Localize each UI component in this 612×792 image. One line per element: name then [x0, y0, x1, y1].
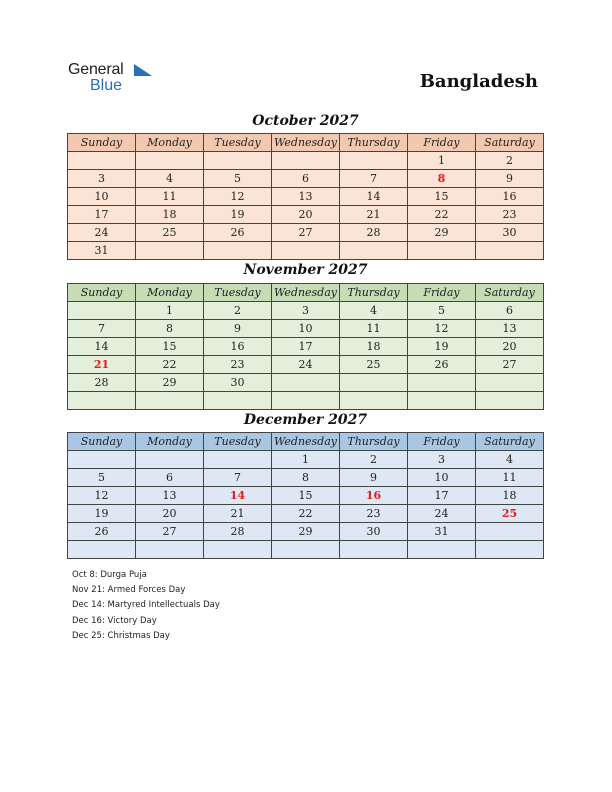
day-cell	[340, 242, 408, 260]
weekday-header: Sunday	[68, 134, 136, 152]
day-cell: 16	[476, 188, 544, 206]
day-cell: 24	[272, 356, 340, 374]
day-cell: 25	[136, 224, 204, 242]
day-cell: 9	[476, 170, 544, 188]
day-cell: 28	[68, 374, 136, 392]
day-cell: 7	[340, 170, 408, 188]
day-cell: 13	[136, 487, 204, 505]
day-cell: 26	[68, 523, 136, 541]
week-row	[68, 170, 544, 188]
day-cell: 3	[68, 170, 136, 188]
day-cell	[408, 392, 476, 410]
day-cell	[272, 541, 340, 559]
day-cell	[340, 541, 408, 559]
weekday-header: Sunday	[68, 284, 136, 302]
weekday-header-row	[68, 433, 544, 451]
week-row	[68, 302, 544, 320]
day-cell: 23	[204, 356, 272, 374]
day-cell	[136, 392, 204, 410]
day-cell: 15	[136, 338, 204, 356]
day-cell: 18	[136, 206, 204, 224]
month-title: November 2027	[243, 262, 368, 278]
holiday-note: Nov 21: Armed Forces Day	[72, 585, 186, 596]
holiday-day-cell: 14	[204, 487, 272, 505]
day-cell	[136, 152, 204, 170]
day-cell: 10	[408, 469, 476, 487]
weekday-header: Tuesday	[204, 134, 272, 152]
day-cell: 11	[136, 188, 204, 206]
weekday-header: Wednesday	[272, 284, 340, 302]
week-row	[68, 505, 544, 523]
weekday-header: Tuesday	[204, 433, 272, 451]
weekday-header: Wednesday	[272, 433, 340, 451]
holiday-day-cell: 25	[476, 505, 544, 523]
day-cell: 5	[68, 469, 136, 487]
day-cell: 17	[68, 206, 136, 224]
day-cell: 3	[272, 302, 340, 320]
day-cell: 30	[476, 224, 544, 242]
day-cell	[340, 374, 408, 392]
day-cell	[136, 242, 204, 260]
day-cell	[272, 152, 340, 170]
day-cell: 4	[340, 302, 408, 320]
week-row	[68, 152, 544, 170]
week-row	[68, 469, 544, 487]
day-cell: 17	[272, 338, 340, 356]
day-cell: 29	[136, 374, 204, 392]
day-cell: 29	[272, 523, 340, 541]
day-cell: 9	[340, 469, 408, 487]
day-cell	[136, 541, 204, 559]
weekday-header: Saturday	[476, 433, 544, 451]
day-cell	[340, 152, 408, 170]
day-cell: 3	[408, 451, 476, 469]
holiday-notes	[72, 568, 220, 644]
holiday-note: Dec 14: Martyred Intellectuals Day	[72, 600, 220, 611]
day-cell: 28	[204, 523, 272, 541]
day-cell: 1	[272, 451, 340, 469]
day-cell: 5	[204, 170, 272, 188]
day-cell: 28	[340, 224, 408, 242]
day-cell: 17	[408, 487, 476, 505]
day-cell	[476, 392, 544, 410]
logo-blue-text: Blue	[90, 77, 123, 94]
holiday-note: Dec 16: Victory Day	[72, 615, 157, 626]
month-calendar-table	[67, 283, 544, 410]
weekday-header-row	[68, 284, 544, 302]
week-row	[68, 374, 544, 392]
holiday-note: Oct 8: Durga Puja	[72, 570, 147, 580]
day-cell: 19	[68, 505, 136, 523]
day-cell: 21	[204, 505, 272, 523]
day-cell: 29	[408, 224, 476, 242]
day-cell: 13	[272, 188, 340, 206]
weekday-header: Wednesday	[272, 134, 340, 152]
day-cell: 4	[136, 170, 204, 188]
week-row	[68, 188, 544, 206]
month-title: December 2027	[243, 412, 368, 428]
holiday-note: Dec 25: Christmas Day	[72, 630, 170, 641]
day-cell	[476, 541, 544, 559]
day-cell: 9	[204, 320, 272, 338]
day-cell	[476, 374, 544, 392]
week-row	[68, 338, 544, 356]
day-cell: 12	[408, 320, 476, 338]
day-cell: 24	[408, 505, 476, 523]
day-cell: 8	[272, 469, 340, 487]
day-cell: 20	[136, 505, 204, 523]
day-cell: 7	[204, 469, 272, 487]
logo-general-text: General	[68, 61, 124, 78]
week-row	[68, 541, 544, 559]
month-calendar-table	[67, 133, 544, 260]
holiday-day-cell: 8	[408, 170, 476, 188]
day-cell: 10	[272, 320, 340, 338]
day-cell: 13	[476, 320, 544, 338]
day-cell: 30	[204, 374, 272, 392]
weekday-header: Monday	[136, 433, 204, 451]
day-cell: 26	[408, 356, 476, 374]
weekday-header: Friday	[408, 134, 476, 152]
day-cell: 15	[272, 487, 340, 505]
logo	[68, 60, 158, 96]
day-cell	[476, 523, 544, 541]
day-cell: 10	[68, 188, 136, 206]
day-cell: 6	[136, 469, 204, 487]
day-cell: 31	[408, 523, 476, 541]
week-row	[68, 523, 544, 541]
week-row	[68, 356, 544, 374]
day-cell: 1	[408, 152, 476, 170]
day-cell: 31	[68, 242, 136, 260]
weekday-header-row	[68, 134, 544, 152]
day-cell	[408, 541, 476, 559]
day-cell	[204, 392, 272, 410]
day-cell	[272, 242, 340, 260]
day-cell: 22	[136, 356, 204, 374]
day-cell: 20	[272, 206, 340, 224]
day-cell: 11	[476, 469, 544, 487]
day-cell	[204, 152, 272, 170]
day-cell: 6	[272, 170, 340, 188]
week-row	[68, 242, 544, 260]
week-row	[68, 224, 544, 242]
weekday-header: Tuesday	[204, 284, 272, 302]
day-cell	[68, 451, 136, 469]
day-cell: 12	[68, 487, 136, 505]
week-row	[68, 320, 544, 338]
day-cell: 5	[408, 302, 476, 320]
day-cell: 25	[340, 356, 408, 374]
country-title: Bangladesh	[419, 71, 538, 92]
day-cell	[272, 392, 340, 410]
day-cell: 19	[204, 206, 272, 224]
day-cell: 30	[340, 523, 408, 541]
day-cell: 1	[136, 302, 204, 320]
day-cell: 15	[408, 188, 476, 206]
weekday-header: Friday	[408, 433, 476, 451]
weekday-header: Saturday	[476, 134, 544, 152]
week-row	[68, 206, 544, 224]
week-row	[68, 392, 544, 410]
day-cell: 18	[476, 487, 544, 505]
weekday-header: Friday	[408, 284, 476, 302]
day-cell: 14	[340, 188, 408, 206]
day-cell: 16	[204, 338, 272, 356]
day-cell: 6	[476, 302, 544, 320]
day-cell: 11	[340, 320, 408, 338]
day-cell	[68, 392, 136, 410]
month-calendar-table	[67, 432, 544, 559]
day-cell	[408, 242, 476, 260]
day-cell	[272, 374, 340, 392]
day-cell: 24	[68, 224, 136, 242]
day-cell: 27	[136, 523, 204, 541]
day-cell	[68, 152, 136, 170]
weekday-header: Thursday	[340, 284, 408, 302]
day-cell: 7	[68, 320, 136, 338]
day-cell: 4	[476, 451, 544, 469]
day-cell	[204, 541, 272, 559]
day-cell: 18	[340, 338, 408, 356]
day-cell: 21	[340, 206, 408, 224]
day-cell: 22	[408, 206, 476, 224]
day-cell: 20	[476, 338, 544, 356]
day-cell: 14	[68, 338, 136, 356]
day-cell: 27	[272, 224, 340, 242]
week-row	[68, 487, 544, 505]
day-cell: 23	[476, 206, 544, 224]
day-cell: 23	[340, 505, 408, 523]
logo-triangle-icon	[134, 64, 154, 78]
day-cell: 2	[204, 302, 272, 320]
day-cell: 27	[476, 356, 544, 374]
day-cell	[476, 242, 544, 260]
weekday-header: Thursday	[340, 134, 408, 152]
day-cell	[68, 541, 136, 559]
day-cell: 12	[204, 188, 272, 206]
day-cell: 8	[136, 320, 204, 338]
weekday-header: Sunday	[68, 433, 136, 451]
day-cell: 19	[408, 338, 476, 356]
day-cell: 22	[272, 505, 340, 523]
weekday-header: Thursday	[340, 433, 408, 451]
day-cell	[204, 242, 272, 260]
day-cell: 2	[340, 451, 408, 469]
day-cell: 2	[476, 152, 544, 170]
day-cell	[340, 392, 408, 410]
day-cell	[136, 451, 204, 469]
holiday-day-cell: 16	[340, 487, 408, 505]
holiday-day-cell: 21	[68, 356, 136, 374]
day-cell	[408, 374, 476, 392]
day-cell	[68, 302, 136, 320]
day-cell	[204, 451, 272, 469]
day-cell: 26	[204, 224, 272, 242]
weekday-header: Saturday	[476, 284, 544, 302]
month-title: October 2027	[252, 113, 359, 129]
weekday-header: Monday	[136, 134, 204, 152]
week-row	[68, 451, 544, 469]
weekday-header: Monday	[136, 284, 204, 302]
